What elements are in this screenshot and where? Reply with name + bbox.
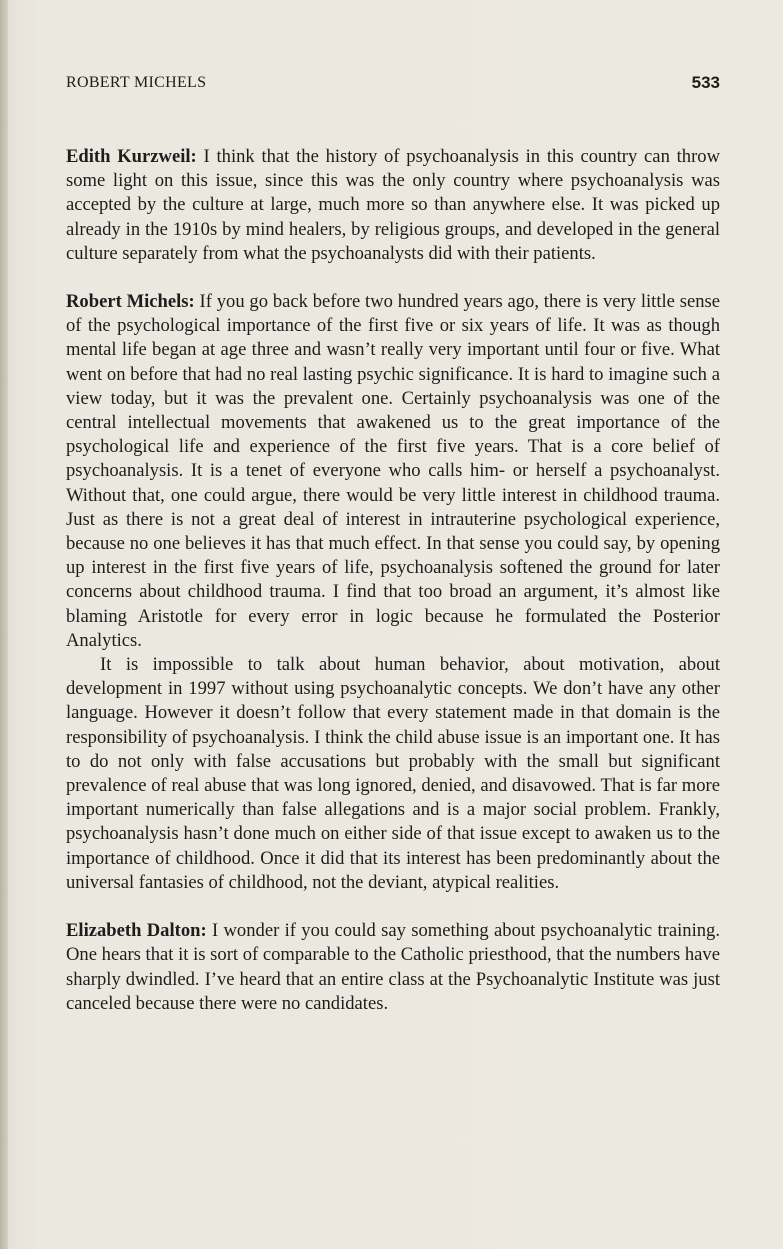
book-spine-shadow xyxy=(0,0,8,1249)
speaker-name: Edith Kurzweil: xyxy=(66,146,197,167)
paragraph-kurzweil xyxy=(66,145,720,266)
paragraph-dalton xyxy=(66,919,720,1016)
paragraph-text: I think that the history of psychoanalysis in this country can throw some light on this issue, since this was the only country where psychoanalysis was accepted by the culture at large, much more so than anywhere else. It was picked up already in the 1910s by mind healers, by religious groups, and developed in the general culture separately from what the psychoanalysts did with their patients. xyxy=(66,146,721,264)
paragraph-text: I wonder if you could say something about psychoanalytic training. One hears that it is sort of comparable to the Catholic priesthood, that the numbers have sharply dwindled. I’ve heard that an entire class at the Psychoanalytic Institute was just canceled because there were no candidates. xyxy=(66,920,720,1014)
page-header xyxy=(66,74,720,98)
running-head: ROBERT MICHELS xyxy=(66,74,207,91)
speaker-name: Robert Michels: xyxy=(66,291,195,313)
paragraph-michels-continued xyxy=(66,653,720,895)
paragraph-michels xyxy=(66,290,720,653)
speaker-name: Elizabeth Dalton: xyxy=(66,920,207,942)
page-body xyxy=(66,145,720,1016)
paragraph-text: If you go back before two hundred years ago, there is very little sense of the psychological importance of the first five or six years of life. It was as though mental life began at age three and wasn’t really very important until four or five. What went on before that had no real lasting psychic significance. It is hard to imagine such a view today, but it was the prevalent one. Certainly psychoanalysis was one of the central intellectual movements that awakened us to the great importance of the psychological life and experience of the first five years. That is a core belief of psychoanalysis. It is a tenet of everyone who calls him- or herself a psychoanalyst. Without that, one could argue, there would be very little interest in childhood trauma. Just as there is not a great deal of interest in intrauterine psychological experience, because no one believes it has that much effect. In that sense you could say, by opening up interest in the first five years of life, psychoanalysis softened the ground for later concerns about childhood trauma. I find that too broad an argument, it’s almost like blaming Aristotle for every error in logic because he formulated the Posterior Analytics. xyxy=(66,291,720,651)
paragraph-text: It is impossible to talk about human behavior, about motivation, about development in 1997 without using psychoanalytic concepts. We don’t have any other language. However it doesn’t follow that every statement made in that domain is the responsibility of psychoanalysis. I think the child abuse issue is an important one. It has to do not only with false accusations but probably with the small but significant prevalence of real abuse that was long ignored, denied, and disavowed. That is far more important numerically than false allegations and is a major social problem. Frankly, psychoanalysis hasn’t done much on either side of that issue except to awaken us to the importance of childhood. Once it did that its interest has been predominantly about the universal fantasies of childhood, not the deviant, atypical realities. xyxy=(66,654,720,893)
page-number: 533 xyxy=(691,73,720,92)
